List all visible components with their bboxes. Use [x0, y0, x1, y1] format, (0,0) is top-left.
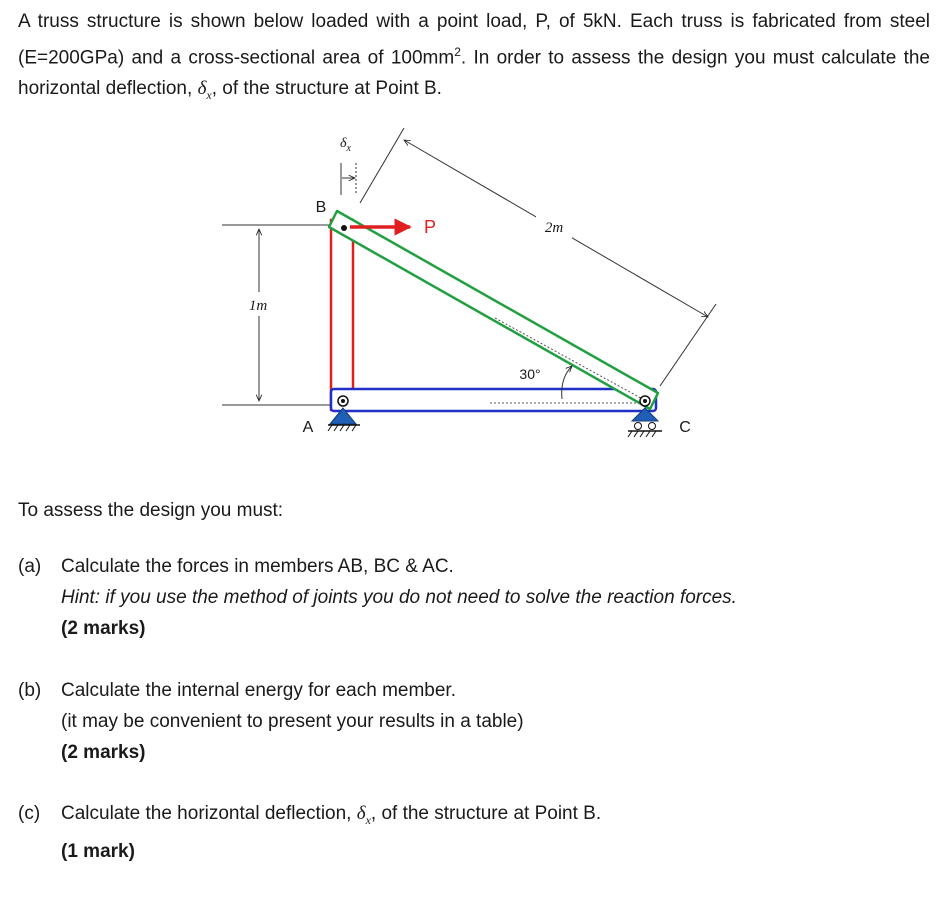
label-c: C — [679, 419, 691, 436]
delta-symbol: δ — [197, 78, 207, 100]
label-p: P — [424, 217, 437, 237]
delta-x-symbol: $\delta_x$ — [340, 136, 351, 154]
question-b-label: (b) — [18, 680, 42, 701]
support-c-roller-right — [649, 423, 656, 430]
member-ac — [331, 389, 656, 411]
question-a-text: Calculate the forces in members AB, BC & AC. — [61, 556, 454, 577]
area-superscript: 2 — [454, 45, 461, 59]
question-a-label: (a) — [18, 556, 42, 577]
question-c — [18, 798, 601, 867]
dim-hyp-label: 2m — [544, 220, 564, 236]
label-a: A — [302, 419, 314, 436]
question-b — [18, 675, 524, 768]
question-c-delta: δ — [356, 803, 366, 824]
intro-text-1: A truss structure is shown below loaded with a point load, P, of 5kN. Each truss is fabricated from steel (E=200GPa) and a cross-sectional area of 100mm — [18, 11, 930, 69]
dim-hyp-ext-top — [360, 128, 404, 203]
question-c-label: (c) — [18, 803, 41, 824]
support-a-hatch — [328, 425, 356, 431]
question-b-text: Calculate the internal energy for each member. — [61, 680, 456, 701]
question-a — [18, 551, 737, 644]
member-ab — [331, 220, 353, 410]
intro-text-2: . In order to assess the design you must calculate the horizontal deflection, — [18, 47, 930, 100]
intro-text-3: , of the structure at Point B. — [211, 78, 442, 100]
question-a-marks: (2 marks) — [61, 618, 146, 639]
question-b-note: (it may be convenient to present your results in a table) — [61, 711, 524, 732]
question-c-text: Calculate the horizontal deflection, $\delta_x$, of the structure at Point B. — [61, 803, 602, 827]
support-c-roller-left — [635, 423, 642, 430]
assess-heading: To assess the design you must: — [18, 500, 284, 521]
joint-a-pin-dot — [341, 399, 345, 403]
delta-subscript: x — [206, 88, 212, 103]
support-c-hatch — [628, 431, 656, 437]
angle-label: 30° — [519, 366, 541, 382]
label-b: B — [315, 199, 327, 216]
question-b-marks: (2 marks) — [61, 742, 146, 763]
joint-c-pin-dot — [643, 399, 647, 403]
question-a-hint: Hint: if you use the method of joints you do not need to solve the reaction forces. — [61, 587, 737, 608]
question-c-marks: (1 mark) — [61, 840, 135, 862]
joint-b-pin — [341, 225, 347, 231]
member-bc — [329, 211, 658, 409]
dim-height-label: 1m — [248, 298, 268, 314]
